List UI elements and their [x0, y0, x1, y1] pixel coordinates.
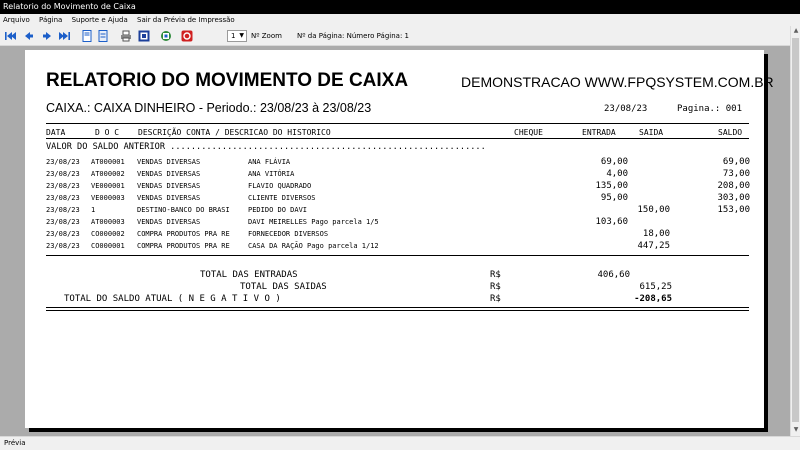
row-saida: 150,00 [637, 205, 670, 215]
table-row [25, 182, 764, 194]
zoom-select[interactable] [227, 30, 247, 42]
row-saldo: 73,00 [722, 169, 750, 179]
row-entrada: 103,60 [595, 217, 628, 227]
col-doc: D O C [95, 128, 120, 137]
zoom-label: Nº Zoom [251, 32, 282, 40]
row-saldo: 208,00 [717, 181, 750, 191]
row-conta: COMPRA PRODUTOS PRA RE [137, 242, 230, 250]
row-doc: AT000002 [91, 170, 125, 178]
row-historico: CASA DA RAÇÃO Pago parcela 1/12 [248, 242, 379, 250]
total-entradas-label: TOTAL DAS ENTRADAS [200, 270, 298, 280]
row-doc: CO000001 [91, 242, 125, 250]
table-row [25, 158, 764, 170]
total-saldo-currency: R$ [490, 294, 501, 304]
divider [46, 138, 749, 139]
toolbar [0, 26, 800, 46]
row-historico: PEDIDO DO DAVI [248, 206, 308, 214]
row-date: 23/08/23 [46, 170, 80, 178]
status-bar [0, 436, 800, 450]
row-date: 23/08/23 [46, 206, 80, 214]
row-historico: FLAVIO QUADRADO [248, 182, 312, 190]
total-entradas-currency: R$ [490, 270, 501, 280]
row-doc: CO000002 [91, 230, 125, 238]
row-date: 23/08/23 [46, 158, 80, 166]
row-entrada: 4,00 [606, 169, 628, 179]
table-row [25, 170, 764, 182]
divider [46, 310, 749, 311]
divider [46, 307, 749, 308]
table-row [25, 242, 764, 254]
col-saldo: SALDO [718, 128, 743, 137]
menu-sair-previa[interactable]: Sair da Prévia de Impressão [137, 16, 235, 24]
row-conta: DESTINO-BANCO DO BRASI [137, 206, 230, 214]
divider [46, 123, 749, 124]
printer-setup-icon[interactable] [119, 29, 133, 43]
scroll-down-icon[interactable]: ▼ [793, 426, 799, 433]
next-page-icon[interactable] [40, 29, 54, 43]
col-cheque: CHEQUE [514, 128, 543, 137]
single-page-icon[interactable] [80, 29, 94, 43]
divider [46, 255, 749, 256]
row-conta: VENDAS DIVERSAS [137, 170, 201, 178]
row-saldo: 153,00 [717, 205, 750, 215]
row-doc: VE000001 [91, 182, 125, 190]
row-historico: ANA VITÓRIA [248, 170, 295, 178]
report-date: 23/08/23 [604, 104, 648, 114]
previous-page-icon[interactable] [22, 29, 36, 43]
report-company: DEMONSTRACAO WWW.FPQSYSTEM.COM.BR [461, 74, 774, 90]
menu-suporte-ajuda[interactable]: Suporte e Ajuda [71, 16, 128, 24]
total-saidas-currency: R$ [490, 282, 501, 292]
status-text: Prévia [4, 439, 26, 447]
export-icon[interactable] [159, 29, 173, 43]
vertical-scrollbar[interactable] [790, 26, 800, 436]
row-saldo: 303,00 [717, 193, 750, 203]
menu-pagina[interactable]: Página [39, 16, 63, 24]
row-doc: 1 [91, 206, 96, 214]
col-descricao: DESCRIÇÃO CONTA / DESCRICAO DO HISTORICO [138, 128, 331, 137]
page-number-label: Nº da Página: Número Página: 1 [297, 32, 409, 40]
report-title: RELATORIO DO MOVIMENTO DE CAIXA [46, 70, 409, 91]
row-doc: AT000001 [91, 158, 125, 166]
row-historico: DAVI MEIRELLES Pago parcela 1/5 [248, 218, 379, 226]
row-date: 23/08/23 [46, 182, 80, 190]
menu-arquivo[interactable]: Arquivo [3, 16, 30, 24]
first-page-icon[interactable] [4, 29, 18, 43]
print-icon[interactable] [137, 29, 151, 43]
page-width-icon[interactable] [96, 29, 110, 43]
last-page-icon[interactable] [57, 29, 71, 43]
row-date: 23/08/23 [46, 218, 80, 226]
preview-area [0, 46, 790, 436]
row-saida: 18,00 [642, 229, 670, 239]
scroll-up-icon[interactable]: ▲ [793, 27, 799, 34]
row-date: 23/08/23 [46, 230, 80, 238]
row-doc: AT000003 [91, 218, 125, 226]
row-entrada: 69,00 [600, 157, 628, 167]
row-doc: VE000003 [91, 194, 125, 202]
row-date: 23/08/23 [46, 194, 80, 202]
col-entrada: ENTRADA [582, 128, 616, 137]
table-row [25, 206, 764, 218]
report-page [25, 50, 774, 428]
row-entrada: 135,00 [595, 181, 628, 191]
chevron-down-icon: ▼ [239, 32, 244, 39]
total-saidas-value: 615,25 [639, 282, 672, 292]
row-historico: ANA FLÁVIA [248, 158, 291, 166]
row-conta: COMPRA PRODUTOS PRA RE [137, 230, 230, 238]
row-conta: VENDAS DIVERSAS [137, 218, 201, 226]
row-conta: VENDAS DIVERSAS [137, 194, 201, 202]
total-saldo-value: -208,65 [634, 294, 672, 304]
row-historico: CLIENTE DIVERSOS [248, 194, 316, 202]
total-saidas-label: TOTAL DAS SAIDAS [240, 282, 327, 292]
saldo-anterior-line: VALOR DO SALDO ANTERIOR ............................................................. [46, 142, 486, 152]
window-title: Relatorio do Movimento de Caixa [3, 2, 136, 11]
total-saldo-label: TOTAL DO SALDO ATUAL ( N E G A T I V O ) [64, 294, 281, 304]
menu-bar [0, 14, 800, 26]
zoom-value: 1 [231, 32, 236, 40]
row-saldo: 69,00 [722, 157, 750, 167]
row-date: 23/08/23 [46, 242, 80, 250]
row-conta: VENDAS DIVERSAS [137, 158, 201, 166]
close-preview-icon[interactable] [180, 29, 194, 43]
col-saida: SAIDA [639, 128, 664, 137]
report-caixa-period: CAIXA.: CAIXA DINHEIRO - Periodo.: 23/08/23 à 23/08/23 [46, 101, 372, 115]
row-saida: 447,25 [637, 241, 670, 251]
report-page-number: Pagina.: 001 [677, 104, 743, 114]
col-data: DATA [46, 128, 66, 137]
row-conta: VENDAS DIVERSAS [137, 182, 201, 190]
row-entrada: 95,00 [600, 193, 628, 203]
row-historico: FORNECEDOR DIVERSOS [248, 230, 329, 238]
window-title-bar [0, 0, 800, 14]
scroll-thumb[interactable] [792, 38, 799, 422]
total-entradas-value: 406,60 [597, 270, 630, 280]
